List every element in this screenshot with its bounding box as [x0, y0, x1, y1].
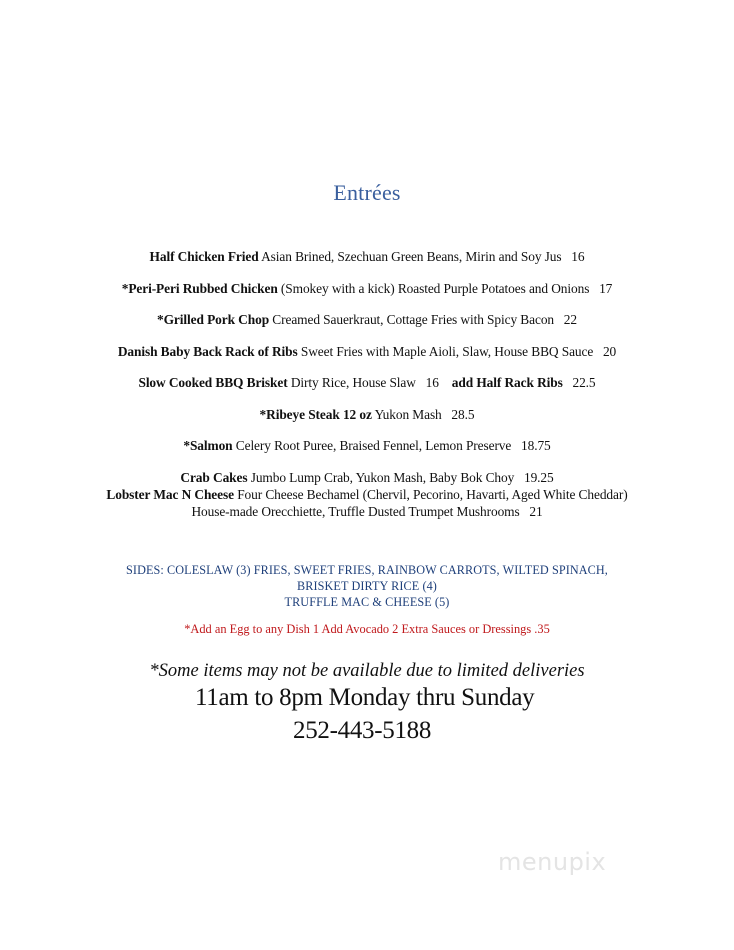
item-name: *Grilled Pork Chop	[157, 312, 270, 327]
sides-line: TRUFFLE MAC & CHEESE (5)	[284, 595, 450, 609]
business-hours: 11am to 8pm Monday thru Sunday	[195, 684, 535, 711]
item-price: 19.25	[523, 470, 554, 485]
item-name: *Ribeye Steak 12 oz	[259, 407, 372, 422]
item-name: Slow Cooked BBQ Brisket	[138, 375, 288, 390]
item-name: Half Chicken Fried	[149, 249, 259, 264]
sides-line: SIDES: COLESLAW (3) FRIES, SWEET FRIES, RAINBOW CARROTS, WILTED SPINACH,	[126, 563, 608, 577]
phone-number: 252-443-5188	[293, 717, 432, 744]
item-description: Four Cheese Bechamel (Chervil, Pecorino, Havarti, Aged White Cheddar)	[233, 487, 628, 502]
item-description: Jumbo Lump Crab, Yukon Mash, Baby Bok Choy	[247, 470, 515, 485]
menu-item	[0, 487, 734, 503]
addons-note: *Add an Egg to any Dish 1 Add Avocado 2 Extra Sauces or Dressings .35	[184, 622, 550, 636]
item-description: Creamed Sauerkraut, Cottage Fries with Spicy Bacon	[269, 312, 555, 327]
item-description: Sweet Fries with Maple Aioli, Slaw, House BBQ Sauce	[297, 344, 594, 359]
item-price: 16	[425, 375, 439, 390]
menu-item-continuation	[0, 504, 734, 520]
menu-item	[0, 375, 734, 391]
item-description: Asian Brined, Szechuan Green Beans, Mirin and Soy Jus	[258, 249, 562, 264]
item-addon-name: add Half Rack Ribs	[451, 375, 563, 390]
menu-item	[0, 470, 734, 486]
item-addon-price: 22.5	[572, 375, 596, 390]
menu-item	[0, 344, 734, 360]
item-description: Dirty Rice, House Slaw	[287, 375, 416, 390]
item-description: Celery Root Puree, Braised Fennel, Lemon Preserve	[232, 438, 512, 453]
section-title: Entrées	[333, 180, 401, 205]
item-description: (Smokey with a kick) Roasted Purple Potatoes and Onions	[277, 281, 590, 296]
item-name: Crab Cakes	[180, 470, 248, 485]
menu-item	[0, 312, 734, 328]
menu-item	[0, 281, 734, 297]
item-name: Lobster Mac N Cheese	[106, 487, 234, 502]
item-price: 18.75	[521, 438, 551, 453]
item-description: Yukon Mash	[371, 407, 442, 422]
item-name: *Peri-Peri Rubbed Chicken	[121, 281, 278, 296]
item-price: 21	[529, 504, 543, 519]
item-price: 16	[571, 249, 585, 264]
item-price: 28.5	[451, 407, 475, 422]
menu-item	[0, 438, 734, 454]
watermark-logo: menupix	[498, 848, 607, 876]
menu-item	[0, 407, 734, 423]
item-price: 17	[599, 281, 613, 296]
item-name: Danish Baby Back Rack of Ribs	[117, 344, 298, 359]
sides-line: BRISKET DIRTY RICE (4)	[297, 579, 437, 593]
menu-item	[0, 249, 734, 265]
item-name: *Salmon	[183, 438, 233, 453]
availability-notice: *Some items may not be available due to limited deliveries	[149, 661, 585, 681]
item-price: 22	[563, 312, 577, 327]
item-description-line2: House-made Orecchiette, Truffle Dusted Trumpet Mushrooms	[191, 504, 520, 519]
item-price: 20	[602, 344, 617, 359]
